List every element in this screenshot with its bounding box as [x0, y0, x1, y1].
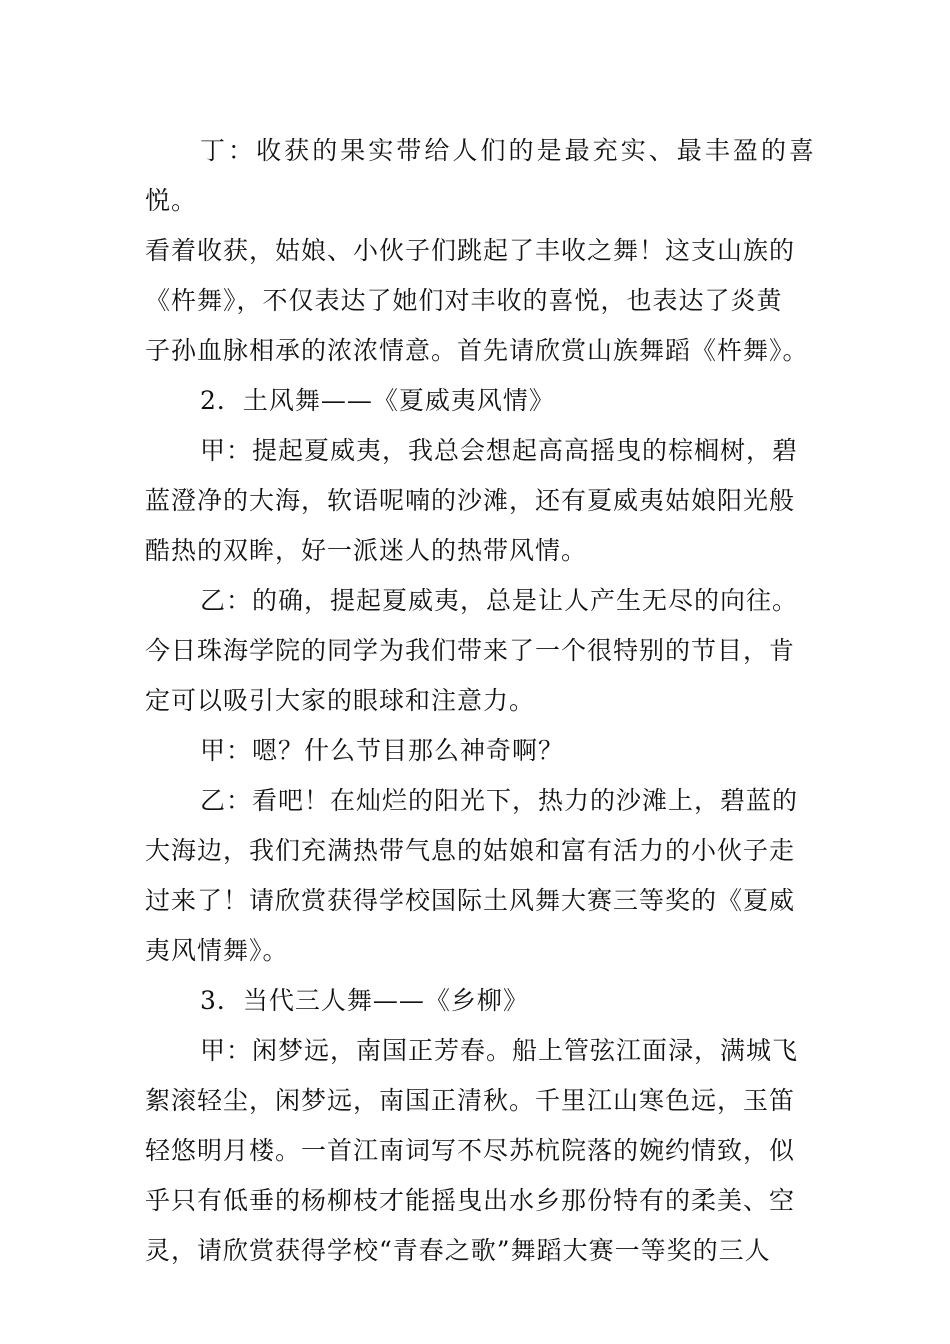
paragraph-jia-hawaii: 甲：提起夏威夷，我总会想起高高摇曳的棕榈树，碧 蓝澄净的大海，软语呢喃的沙滩，还有夏威夷姑娘阳光般 酷热的双眸，好一派迷人的热带风情。 — [145, 436, 799, 565]
paragraph-yi-hawaii: 乙：的确，提起夏威夷，总是让人产生无尽的向往。 今日珠海学院的同学为我们带来了一个很特别的节目，肯 定可以吸引大家的眼球和注意力。 — [145, 586, 799, 715]
paragraph-yi-introduce: 乙：看吧！在灿烂的阳光下，热力的沙滩上，碧蓝的 大海边，我们充满热带气息的姑娘和富有活力的小伙子走 过来了！请欣赏获得学校国际土风舞大赛三等奖的《夏威 夷风情舞》。 — [145, 786, 799, 965]
paragraph-jia-question: 甲：嗯？什么节目那么神奇啊？ — [200, 736, 565, 765]
document-page — [145, 126, 815, 1276]
paragraph-jia-xiangliu: 甲：闲梦远，南国正芳春。船上管弦江面渌，满城飞 絮滚轻尘，闲梦远，南国正清秋。千里江山寒色远，玉笛 轻悠明月楼。一首江南词写不尽苏杭院落的婉约情致，似 乎只有低垂的杨柳枝才能摇曳出水乡那份特有的柔美、空 灵，请欣赏获得学校“青春之歌”舞蹈大赛一等奖的三人 — [145, 1036, 799, 1265]
section-heading-hawaii: 2．土风舞——《夏威夷风情》 — [200, 386, 555, 415]
paragraph-ding-harvest: 丁：收获的果实带给人们的是最充实、最丰盈的喜悦。 看着收获，姑娘、小伙子们跳起了丰收之舞！这支山族的 《杵舞》，不仅表达了她们对丰收的喜悦，也表达了炎黄 子孙血脉相承的浓浓情意。首先请欣赏山族舞蹈《杵舞》。 — [145, 136, 815, 365]
section-heading-xiangliu: 3．当代三人舞——《乡柳》 — [200, 986, 529, 1015]
